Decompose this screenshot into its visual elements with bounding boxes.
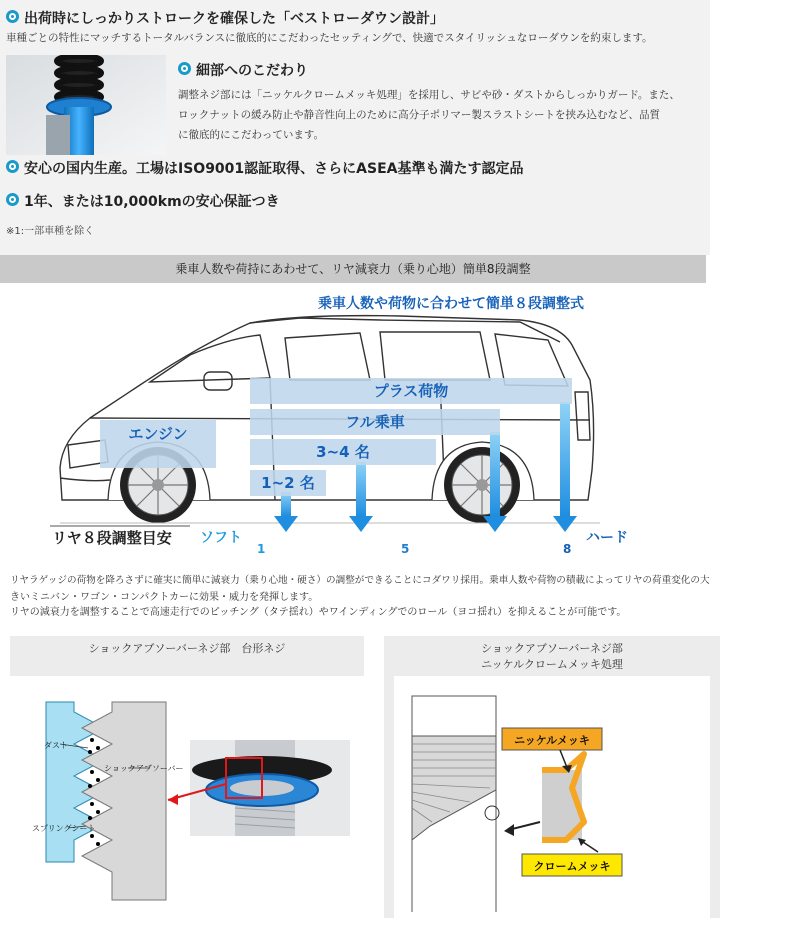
dust-label: ダスト: [44, 741, 68, 750]
body-text-3: リヤの減衰力を調整することで高速走行でのピッチング（タテ揺れ）やワインディングでのロール（ヨコ揺れ）を抑えることが可能です。: [10, 607, 627, 618]
tick-8: 8: [563, 542, 572, 556]
soft-label: ソフト: [200, 530, 242, 546]
plus-cargo-label: プラス荷物: [373, 382, 449, 400]
footnote: ※1:一部車種を除く: [6, 226, 95, 237]
feature-1-desc: 車種ごとの特性にマッチするトータルバランスに徹底的にこだわったセッティングで、快適でスタイリッシュなローダウンを約束します。: [6, 32, 653, 44]
body-text-2: きいミニバン・ワゴン・コンパクトカーに効果・威力を発揮します。: [10, 592, 319, 603]
trapezoid-thread-diagram: [10, 676, 364, 920]
feature-2-desc-1: 調整ネジ部には「ニッケルクロームメッキ処理」を採用し、サビや砂・ダストからしっかりガード。また、: [178, 89, 680, 101]
tick-1: 1: [257, 542, 266, 556]
three-four-label: 3~4 名: [316, 443, 370, 461]
chrome-label: クロームメッキ: [533, 860, 611, 873]
rear-adjust-label: リヤ８段調整目安: [52, 529, 172, 547]
body-text-1: リヤラゲッジの荷物を降ろさずに確実に簡単に減衰力（乗り心地・硬さ）の調整ができることにコダワリ採用。乗車人数や荷物の積載によってリヤの荷重変化の大: [10, 575, 710, 586]
engine-label: エンジン: [128, 425, 188, 443]
one-two-label: 1~2 名: [261, 474, 315, 492]
feature-4-title: 1年、または10,000kmの安心保証つき: [24, 194, 280, 210]
one-two-box: [250, 470, 326, 496]
feature-3-title: 安心の国内生産。工場はISO9001認証取得、さらにASEA基準も満たす認定品: [24, 161, 524, 177]
feature-2-title: 細部へのこだわり: [196, 63, 308, 79]
tick-5: 5: [401, 542, 410, 556]
section-bar-title: 乗車人数や荷持にあわせて、リヤ減衰力（乗り心地）簡単8段調整: [175, 262, 531, 276]
engine-box: [100, 420, 216, 468]
absorber-label: ショックアブソーバー: [104, 764, 184, 773]
nickel-label: ニッケルメッキ: [514, 734, 590, 747]
three-four-box: [250, 439, 436, 465]
full-occupancy-box: [250, 409, 500, 435]
feature-2-desc-3: に徹底的にこだわっています。: [178, 129, 325, 141]
feature-1-title: 出荷時にしっかりストロークを確保した「ベストローダウン設計」: [24, 11, 444, 27]
left-panel-heading: ショックアブソーバーネジ部 台形ネジ: [88, 642, 286, 655]
right-panel-heading-2: ニッケルクロームメッキ処理: [481, 658, 623, 671]
feature-2-desc-2: ロックナットの緩み防止や静音性向上のために高分子ポリマー製スラストシートを挟み込むなど、品質: [178, 109, 661, 121]
spring-seat-label: スプリングシート: [32, 824, 96, 833]
diagram-title: 乗車人数や荷物に合わせて簡単８段調整式: [318, 296, 584, 312]
plating-diagram: [394, 676, 710, 920]
full-occupancy-label: フル乗車: [345, 413, 405, 431]
right-panel-heading-1: ショックアブソーバーネジ部: [481, 642, 623, 655]
plus-cargo-box: [250, 378, 572, 404]
hard-label: ハード: [586, 530, 628, 546]
